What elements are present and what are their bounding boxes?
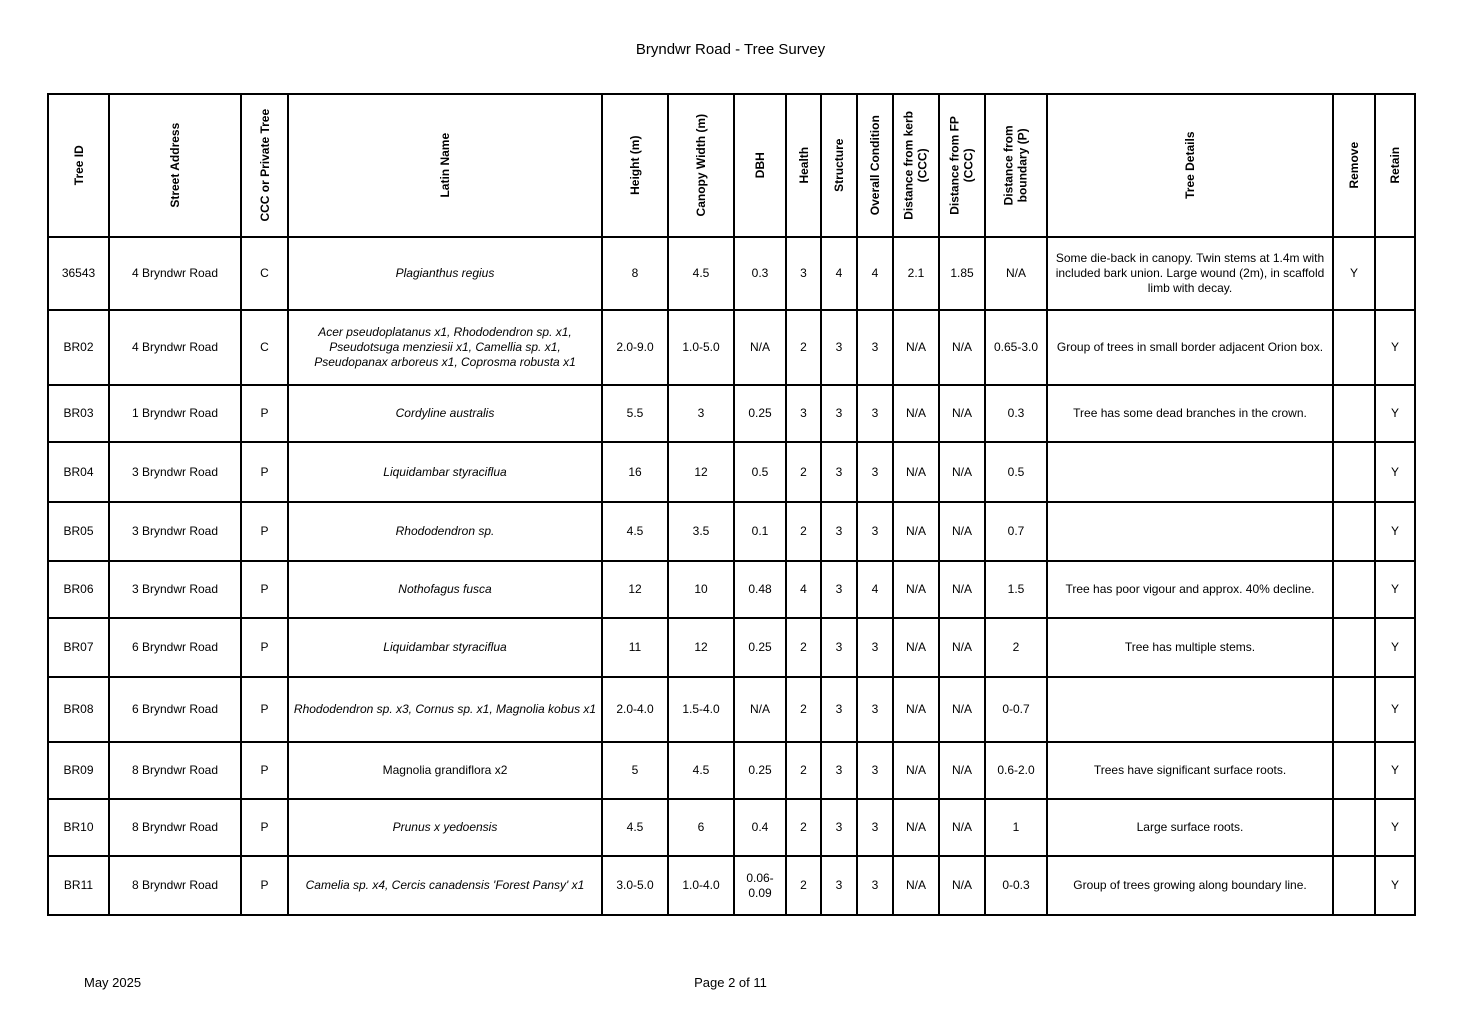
cell-dbh: 0.06-0.09 xyxy=(734,856,786,915)
cell-overall-condition: 3 xyxy=(857,385,893,442)
column-header-label: Latin Name xyxy=(437,133,452,198)
cell-distance-from-boundary-p: 0.6-2.0 xyxy=(985,742,1047,799)
cell-overall-condition: 4 xyxy=(857,561,893,618)
cell-ccc-or-private: C xyxy=(241,310,288,385)
column-header-distance-from-boundary-p xyxy=(985,94,1047,237)
column-header-canopy-width-m xyxy=(668,94,734,237)
cell-overall-condition: 3 xyxy=(857,742,893,799)
table-row xyxy=(48,677,1415,742)
cell-remove xyxy=(1333,742,1375,799)
column-header-tree-details xyxy=(1047,94,1333,237)
cell-canopy-width-m: 1.5-4.0 xyxy=(668,677,734,742)
cell-structure: 3 xyxy=(821,561,857,618)
cell-distance-from-boundary-p: 0.65-3.0 xyxy=(985,310,1047,385)
cell-overall-condition: 3 xyxy=(857,310,893,385)
cell-tree-details xyxy=(1047,502,1333,561)
cell-distance-from-fp-ccc: N/A xyxy=(939,502,985,561)
cell-health: 3 xyxy=(786,237,821,310)
cell-health: 2 xyxy=(786,618,821,677)
cell-distance-from-kerb-ccc: N/A xyxy=(893,310,939,385)
cell-structure: 3 xyxy=(821,856,857,915)
cell-tree-details: Tree has some dead branches in the crown. xyxy=(1047,385,1333,442)
column-header-label: Health xyxy=(796,147,811,184)
cell-street-address: 8 Bryndwr Road xyxy=(109,742,241,799)
cell-tree-details: Group of trees growing along boundary line. xyxy=(1047,856,1333,915)
cell-distance-from-fp-ccc: N/A xyxy=(939,856,985,915)
table-row xyxy=(48,502,1415,561)
cell-distance-from-kerb-ccc: N/A xyxy=(893,385,939,442)
column-header-latin-name xyxy=(288,94,602,237)
cell-dbh: 0.1 xyxy=(734,502,786,561)
table-row xyxy=(48,799,1415,856)
cell-height-m: 2.0-9.0 xyxy=(602,310,668,385)
cell-latin-name: Liquidambar styraciflua xyxy=(288,442,602,502)
table-row xyxy=(48,561,1415,618)
cell-tree-details: Large surface roots. xyxy=(1047,799,1333,856)
cell-remove xyxy=(1333,310,1375,385)
cell-overall-condition: 4 xyxy=(857,237,893,310)
cell-dbh: 0.25 xyxy=(734,385,786,442)
cell-tree-details: Tree has multiple stems. xyxy=(1047,618,1333,677)
cell-canopy-width-m: 4.5 xyxy=(668,742,734,799)
cell-distance-from-kerb-ccc: N/A xyxy=(893,742,939,799)
cell-tree-id: BR08 xyxy=(48,677,109,742)
cell-health: 2 xyxy=(786,677,821,742)
cell-tree-id: BR10 xyxy=(48,799,109,856)
cell-height-m: 5 xyxy=(602,742,668,799)
cell-health: 2 xyxy=(786,742,821,799)
cell-retain: Y xyxy=(1375,856,1415,915)
cell-distance-from-boundary-p: 0-0.7 xyxy=(985,677,1047,742)
cell-height-m: 5.5 xyxy=(602,385,668,442)
cell-tree-id: BR02 xyxy=(48,310,109,385)
cell-distance-from-boundary-p: 2 xyxy=(985,618,1047,677)
cell-overall-condition: 3 xyxy=(857,502,893,561)
column-header-tree-id xyxy=(48,94,109,237)
cell-structure: 3 xyxy=(821,742,857,799)
cell-street-address: 8 Bryndwr Road xyxy=(109,856,241,915)
footer-page-number: Page 2 of 11 xyxy=(694,975,767,990)
cell-tree-id: BR03 xyxy=(48,385,109,442)
cell-retain: Y xyxy=(1375,677,1415,742)
cell-tree-id: BR07 xyxy=(48,618,109,677)
cell-retain: Y xyxy=(1375,799,1415,856)
cell-overall-condition: 3 xyxy=(857,856,893,915)
cell-latin-name: Cordyline australis xyxy=(288,385,602,442)
column-header-structure xyxy=(821,94,857,237)
table-row xyxy=(48,385,1415,442)
cell-tree-id: BR04 xyxy=(48,442,109,502)
cell-distance-from-kerb-ccc: N/A xyxy=(893,561,939,618)
cell-overall-condition: 3 xyxy=(857,799,893,856)
cell-ccc-or-private: P xyxy=(241,442,288,502)
cell-latin-name: Rhododendron sp. xyxy=(288,502,602,561)
cell-dbh: 0.5 xyxy=(734,442,786,502)
cell-distance-from-fp-ccc: N/A xyxy=(939,799,985,856)
cell-distance-from-fp-ccc: N/A xyxy=(939,677,985,742)
cell-retain: Y xyxy=(1375,502,1415,561)
cell-street-address: 4 Bryndwr Road xyxy=(109,310,241,385)
cell-street-address: 6 Bryndwr Road xyxy=(109,677,241,742)
column-header-label: Distance from FP (CCC) xyxy=(947,116,976,215)
cell-height-m: 4.5 xyxy=(602,502,668,561)
table-row xyxy=(48,310,1415,385)
cell-retain: Y xyxy=(1375,385,1415,442)
cell-street-address: 3 Bryndwr Road xyxy=(109,442,241,502)
cell-overall-condition: 3 xyxy=(857,618,893,677)
cell-health: 2 xyxy=(786,856,821,915)
cell-street-address: 6 Bryndwr Road xyxy=(109,618,241,677)
cell-distance-from-boundary-p: 1.5 xyxy=(985,561,1047,618)
column-header-street-address xyxy=(109,94,241,237)
cell-remove xyxy=(1333,618,1375,677)
table-row xyxy=(48,618,1415,677)
cell-distance-from-boundary-p: 1 xyxy=(985,799,1047,856)
cell-dbh: 0.3 xyxy=(734,237,786,310)
column-header-label: Tree ID xyxy=(71,145,86,186)
column-header-label: Tree Details xyxy=(1182,131,1197,200)
cell-tree-details: Group of trees in small border adjacent Orion box. xyxy=(1047,310,1333,385)
table-header-row xyxy=(48,94,1415,237)
cell-distance-from-kerb-ccc: N/A xyxy=(893,799,939,856)
cell-structure: 3 xyxy=(821,310,857,385)
cell-tree-details: Tree has poor vigour and approx. 40% decline. xyxy=(1047,561,1333,618)
column-header-label: DBH xyxy=(752,152,767,179)
footer-date: May 2025 xyxy=(84,975,142,990)
cell-structure: 3 xyxy=(821,385,857,442)
column-header-health xyxy=(786,94,821,237)
cell-height-m: 2.0-4.0 xyxy=(602,677,668,742)
cell-street-address: 3 Bryndwr Road xyxy=(109,561,241,618)
cell-canopy-width-m: 1.0-5.0 xyxy=(668,310,734,385)
cell-distance-from-fp-ccc: N/A xyxy=(939,618,985,677)
cell-latin-name: Camelia sp. x4, Cercis canadensis 'Forest Pansy' x1 xyxy=(288,856,602,915)
cell-distance-from-kerb-ccc: 2.1 xyxy=(893,237,939,310)
cell-canopy-width-m: 6 xyxy=(668,799,734,856)
cell-overall-condition: 3 xyxy=(857,442,893,502)
cell-retain xyxy=(1375,237,1415,310)
cell-street-address: 3 Bryndwr Road xyxy=(109,502,241,561)
cell-height-m: 16 xyxy=(602,442,668,502)
cell-retain: Y xyxy=(1375,442,1415,502)
column-header-retain xyxy=(1375,94,1415,237)
cell-health: 2 xyxy=(786,799,821,856)
cell-health: 2 xyxy=(786,310,821,385)
cell-street-address: 1 Bryndwr Road xyxy=(109,385,241,442)
cell-latin-name: Acer pseudoplatanus x1, Rhododendron sp. x1, Pseudotsuga menziesii x1, Camellia sp. x1, Pseudopanax arboreus x1, Coprosma robusta x1 xyxy=(288,310,602,385)
cell-dbh: 0.48 xyxy=(734,561,786,618)
cell-canopy-width-m: 12 xyxy=(668,618,734,677)
cell-distance-from-kerb-ccc: N/A xyxy=(893,442,939,502)
column-header-label: Structure xyxy=(831,138,846,193)
cell-canopy-width-m: 3.5 xyxy=(668,502,734,561)
table-row xyxy=(48,237,1415,310)
cell-distance-from-fp-ccc: N/A xyxy=(939,385,985,442)
column-header-label: Overall Condition xyxy=(867,115,882,216)
cell-remove xyxy=(1333,502,1375,561)
cell-canopy-width-m: 1.0-4.0 xyxy=(668,856,734,915)
cell-retain: Y xyxy=(1375,618,1415,677)
cell-ccc-or-private: P xyxy=(241,742,288,799)
cell-latin-name: Plagianthus regius xyxy=(288,237,602,310)
cell-retain: Y xyxy=(1375,310,1415,385)
cell-distance-from-fp-ccc: N/A xyxy=(939,561,985,618)
cell-distance-from-kerb-ccc: N/A xyxy=(893,677,939,742)
cell-latin-name: Prunus x yedoensis xyxy=(288,799,602,856)
cell-remove xyxy=(1333,385,1375,442)
cell-distance-from-boundary-p: 0.7 xyxy=(985,502,1047,561)
cell-ccc-or-private: P xyxy=(241,677,288,742)
cell-latin-name: Magnolia grandiflora x2 xyxy=(288,742,602,799)
cell-health: 2 xyxy=(786,442,821,502)
cell-height-m: 3.0-5.0 xyxy=(602,856,668,915)
cell-overall-condition: 3 xyxy=(857,677,893,742)
cell-dbh: 0.25 xyxy=(734,742,786,799)
cell-distance-from-fp-ccc: N/A xyxy=(939,442,985,502)
cell-distance-from-kerb-ccc: N/A xyxy=(893,856,939,915)
cell-health: 3 xyxy=(786,385,821,442)
cell-remove xyxy=(1333,442,1375,502)
cell-dbh: N/A xyxy=(734,310,786,385)
cell-distance-from-boundary-p: N/A xyxy=(985,237,1047,310)
cell-health: 2 xyxy=(786,502,821,561)
cell-height-m: 12 xyxy=(602,561,668,618)
column-header-distance-from-fp-ccc xyxy=(939,94,985,237)
cell-remove xyxy=(1333,856,1375,915)
cell-latin-name: Rhododendron sp. x3, Cornus sp. x1, Magnolia kobus x1 xyxy=(288,677,602,742)
cell-dbh: 0.4 xyxy=(734,799,786,856)
cell-structure: 3 xyxy=(821,618,857,677)
cell-tree-id: BR11 xyxy=(48,856,109,915)
cell-canopy-width-m: 12 xyxy=(668,442,734,502)
cell-ccc-or-private: P xyxy=(241,618,288,677)
cell-tree-details xyxy=(1047,677,1333,742)
column-header-distance-from-kerb-ccc xyxy=(893,94,939,237)
cell-distance-from-kerb-ccc: N/A xyxy=(893,618,939,677)
column-header-dbh xyxy=(734,94,786,237)
cell-ccc-or-private: C xyxy=(241,237,288,310)
cell-structure: 4 xyxy=(821,237,857,310)
column-header-label: Distance from boundary (P) xyxy=(1001,125,1030,206)
cell-distance-from-boundary-p: 0.3 xyxy=(985,385,1047,442)
column-header-label: Retain xyxy=(1387,147,1402,184)
cell-tree-details: Trees have significant surface roots. xyxy=(1047,742,1333,799)
column-header-ccc-or-private-tree xyxy=(241,94,288,237)
cell-distance-from-kerb-ccc: N/A xyxy=(893,502,939,561)
column-header-label: Canopy Width (m) xyxy=(693,114,708,217)
cell-distance-from-boundary-p: 0.5 xyxy=(985,442,1047,502)
column-header-label: Height (m) xyxy=(627,135,642,196)
cell-structure: 3 xyxy=(821,677,857,742)
tree-survey-table xyxy=(47,93,1416,916)
cell-distance-from-boundary-p: 0-0.3 xyxy=(985,856,1047,915)
cell-ccc-or-private: P xyxy=(241,502,288,561)
table-row xyxy=(48,442,1415,502)
column-header-label: Distance from kerb (CCC) xyxy=(901,111,930,220)
cell-structure: 3 xyxy=(821,799,857,856)
page-title: Bryndwr Road - Tree Survey xyxy=(635,41,826,58)
cell-latin-name: Nothofagus fusca xyxy=(288,561,602,618)
cell-remove xyxy=(1333,561,1375,618)
cell-retain: Y xyxy=(1375,742,1415,799)
cell-remove xyxy=(1333,677,1375,742)
cell-remove: Y xyxy=(1333,237,1375,310)
table-row xyxy=(48,742,1415,799)
cell-structure: 3 xyxy=(821,502,857,561)
cell-height-m: 11 xyxy=(602,618,668,677)
column-header-overall-condition xyxy=(857,94,893,237)
cell-dbh: N/A xyxy=(734,677,786,742)
cell-distance-from-fp-ccc: N/A xyxy=(939,310,985,385)
cell-tree-id: BR09 xyxy=(48,742,109,799)
cell-height-m: 4.5 xyxy=(602,799,668,856)
cell-ccc-or-private: P xyxy=(241,385,288,442)
column-header-label: Street Address xyxy=(167,123,182,208)
cell-ccc-or-private: P xyxy=(241,561,288,618)
cell-remove xyxy=(1333,799,1375,856)
cell-dbh: 0.25 xyxy=(734,618,786,677)
cell-tree-details: Some die-back in canopy. Twin stems at 1.4m with included bark union. Large wound (2m), in scaffold limb with decay. xyxy=(1047,237,1333,310)
table-row xyxy=(48,856,1415,915)
cell-distance-from-fp-ccc: N/A xyxy=(939,742,985,799)
column-header-remove xyxy=(1333,94,1375,237)
cell-tree-id: BR05 xyxy=(48,502,109,561)
cell-distance-from-fp-ccc: 1.85 xyxy=(939,237,985,310)
cell-ccc-or-private: P xyxy=(241,799,288,856)
cell-retain: Y xyxy=(1375,561,1415,618)
cell-canopy-width-m: 3 xyxy=(668,385,734,442)
column-header-label: CCC or Private Tree xyxy=(257,109,272,222)
column-header-height-m xyxy=(602,94,668,237)
cell-latin-name: Liquidambar styraciflua xyxy=(288,618,602,677)
cell-ccc-or-private: P xyxy=(241,856,288,915)
cell-tree-details xyxy=(1047,442,1333,502)
cell-height-m: 8 xyxy=(602,237,668,310)
column-header-label: Remove xyxy=(1346,142,1361,189)
cell-street-address: 8 Bryndwr Road xyxy=(109,799,241,856)
cell-street-address: 4 Bryndwr Road xyxy=(109,237,241,310)
cell-tree-id: BR06 xyxy=(48,561,109,618)
cell-canopy-width-m: 4.5 xyxy=(668,237,734,310)
tree-table-body xyxy=(48,237,1415,915)
cell-tree-id: 36543 xyxy=(48,237,109,310)
cell-canopy-width-m: 10 xyxy=(668,561,734,618)
cell-health: 4 xyxy=(786,561,821,618)
cell-structure: 3 xyxy=(821,442,857,502)
